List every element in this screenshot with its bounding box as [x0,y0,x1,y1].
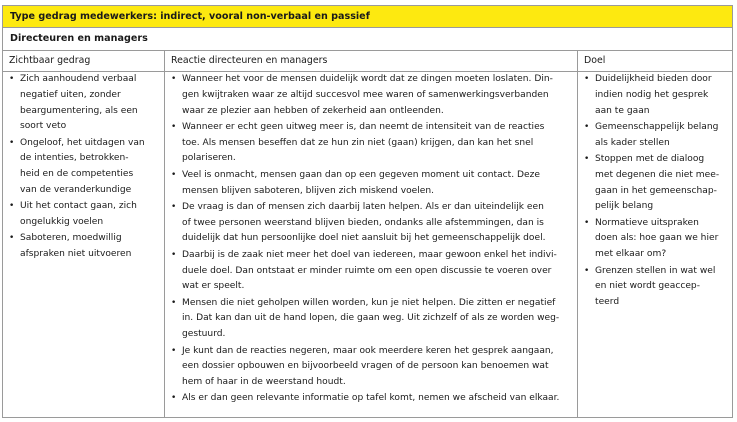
list-item-line: • De vraag is dan of mensen zich daarbij laten helpen. Als er dan uiteindelijk een [182,201,544,212]
list-item-line: • Grenzen stellen in wat wel [595,265,716,276]
list-item-line: van de veranderkundige [20,185,132,196]
list-item [7,72,164,135]
list-item [582,120,732,152]
list-item-line: gen kwijtraken waar ze altijd succesvol mee waren of samenwerkingsverbanden [182,89,549,100]
list-item-line: waar ze plezier aan hebben of zekerheid aan ontleenden. [182,105,444,116]
list-item-line: met elkaar om? [595,249,667,260]
list-item [7,136,164,199]
list-item-line: • Normatieve uitspraken [595,217,699,228]
behavior-table [2,5,733,418]
list-item-line: • Gemeenschappelijk belang [595,121,719,132]
list-item [169,168,575,200]
table-title: Type gedrag medewerkers: indirect, vooral non-verbaal en passief [3,6,732,28]
reaction-list [169,72,575,407]
list-item-line: een dossier opbouwen en bijvoorbeeld vragen of de persoon kan benoemen wat [182,361,549,372]
list-item-line: duele doel. Dan ontstaat er minder ruimte om een open discussie te voeren over [182,265,552,276]
list-item [582,152,732,215]
list-item-line: • Wanneer het voor de mensen duidelijk wordt dat ze dingen moeten loslaten. Din- [182,74,553,84]
goal-list [582,72,732,311]
list-item-line: pelijk belang [595,201,654,212]
list-item [7,199,164,231]
list-item [582,216,732,263]
list-item-line: • Als er dan geen relevante informatie op tafel komt, nemen we afscheid van elkaar. [182,393,560,404]
list-item-line: aan te gaan [595,105,650,116]
list-item [169,200,575,247]
list-item-line: beargumentering, als een [20,105,138,116]
list-item [169,391,575,407]
header-visible-behavior: Zichtbaar gedrag [9,55,91,66]
column-goal [582,72,732,311]
list-item-line: toe. Als mensen beseffen dat ze hun zin niet (gaan) krijgen, dan kan het snel [182,137,534,148]
list-item-line: • Ongeloof, het uitdagen van [20,137,145,148]
list-item-line: met degenen die niet mee- [595,169,720,180]
list-item-line: • Stoppen met de dialoog [595,153,705,164]
column-divider [164,51,165,417]
header-reaction: Reactie directeuren en managers [171,55,328,66]
list-item [582,72,732,119]
list-item [582,264,732,311]
list-item-line: afspraken niet uitvoeren [20,249,132,260]
list-item-line: als kader stellen [595,137,670,148]
list-item [169,344,575,391]
list-item-line: wat er speelt. [182,281,245,292]
list-item [7,231,164,263]
list-item [169,72,575,119]
list-item-line: doen als: hoe gaan we hier [595,233,719,244]
list-item-line: indien nodig het gesprek [595,89,709,100]
behavior-list [7,72,164,263]
section-heading: Directeuren en managers [3,28,732,51]
list-item-line: gestuurd. [182,329,226,340]
list-item-line: • Daarbij is de zaak niet meer het doel van iedereen, maar gewoon enkel het indivi- [182,249,557,260]
list-item-line: • Wanneer er echt geen uitweg meer is, dan neemt de intensiteit van de reacties [182,121,545,132]
list-item-line: polariseren. [182,153,236,164]
column-reaction [169,72,575,408]
column-divider [577,51,578,417]
list-item [169,296,575,343]
list-item [169,120,575,167]
list-item-line: duidelijk dat hun persoonlijke doel niet aansluit bij het gemeenschappelijk doel. [182,233,546,244]
list-item-line: • Uit het contact gaan, zich [20,201,137,212]
list-item-line: en niet wordt geaccep- [595,281,700,292]
list-item-line: de intenties, betrokken- [20,153,129,164]
list-item-line: • Je kunt dan de reacties negeren, maar ook meerdere keren het gesprek aangaan, [182,345,554,356]
list-item-line: in. Dat kan dan uit de hand lopen, die gaan weg. Uit zichzelf of als ze worden weg- [182,313,560,324]
list-item-line: hem of haar in de weerstand houdt. [182,377,346,388]
list-item-line: gaan in het gemeenschap- [595,185,717,196]
list-item-line: • Zich aanhoudend verbaal [20,74,137,84]
list-item-line: of twee personen weerstand blijven bieden, ondanks alle afstemmingen, dan is [182,217,544,228]
list-item-line: mensen blijven saboteren, blijven zich miskend voelen. [182,185,435,196]
list-item-line: • Saboteren, moedwillig [20,233,122,244]
header-goal: Doel [584,55,606,66]
list-item-line: • Duidelijkheid bieden door [595,74,712,84]
list-item-line: teerd [595,297,620,308]
list-item-line: • Veel is onmacht, mensen gaan dan op een gegeven moment uit contact. Deze [182,169,540,180]
column-header-row [3,51,732,72]
list-item-line: heid en de competenties [20,169,134,180]
list-item-line: • Mensen die niet geholpen willen worden, kun je niet helpen. Die zitten er negatief [182,297,556,308]
list-item-line: negatief uiten, zonder [20,89,121,100]
list-item-line: ongelukkig voelen [20,217,104,228]
column-visible-behavior [7,72,164,264]
list-item [169,248,575,295]
list-item-line: soort veto [20,121,67,132]
